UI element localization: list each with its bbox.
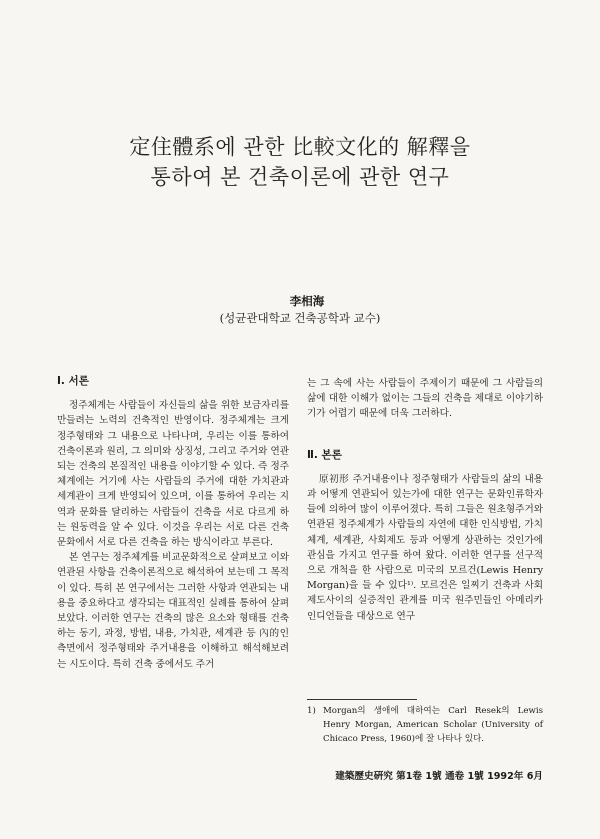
left-column: [57, 374, 289, 672]
footnote: [307, 704, 543, 746]
footnote-text: Morgan의 생애에 대하여는 Carl Resek의 Lewis Henry Morgan, American Scholar (University of Chicaco Press, 1960)에 잘 나타나 있다.: [323, 706, 543, 744]
paper-title: [0, 132, 600, 192]
author-block: [0, 293, 600, 327]
main-paragraph: 原初形 주거내용이나 정주형태가 사람들의 삶의 내용과 어떻게 연관되어 있는가에 대한 연구는 문화인류학자들에 의하여 많이 이루어졌다. 특히 그들은 원초형주거와 연관된 정주체계가 사람들의 자연에 대한 인식방법, 가치체계, 세계관, 사회제도 등과 어떻게 상관하는 것인가에 관심을 가지고 연구를 하여 왔다. 이러한 연구를 선구적으로 개척을 한 사람으로 미국의 모르건(Lewis Henry Morgan)을 들 수 있다¹⁾. 모르건은 일찌기 건축과 사회제도사이의 실증적인 관계를 미국 원주민들인 아메리카 인디언들을 대상으로 연구: [307, 473, 543, 622]
section-heading-main: Ⅱ. 본론: [307, 448, 342, 461]
intro-paragraph-1: 정주체계는 사람들이 자신들의 삶을 위한 보금자리를 만들려는 노력의 건축적인 반영이다. 정주체계는 크게 정주형태와 그 내용으로 나타나며, 우리는 이를 통하여 건축이론과 원리, 그 의미와 상징성, 그리고 주거와 연관되는 건축의 본질적인 내용을 이야기할 수 있다. 즉 정주체계에는 거기에 사는 사람들의 주거에 대한 가치관과 세계관이 크게 반영되어 있으며, 이를 통하여 우리는 지역과 문화를 달리하는 사람들이 건축을 서로 다르게 하는 원동력을 알 수 있다. 이것을 우리는 서로 다른 건축문화에서 서로 다른 건축을 하는 방식이라고 부른다.: [57, 400, 289, 549]
intro-continued-paragraph: 는 그 속에 사는 사람들이 주제이기 때문에 그 사람들의 삶에 대한 이해가 없이는 그들의 건축을 제대로 이야기하기가 어렵기 때문에 더욱 그러하다.: [307, 378, 543, 420]
footnote-divider: [307, 699, 417, 700]
title-line-2: 통하여 본 건축이론에 관한 연구: [150, 165, 450, 189]
author-affiliation: (성균관대학교 건축공학과 교수): [219, 311, 381, 325]
intro-paragraph-2: 본 연구는 정주체계를 비교문화적으로 살펴보고 이와 연관된 사항을 건축이론적으로 해석하여 보는데 그 목적이 있다. 특히 본 연구에서는 그러한 사항과 연관되는 내용을 중요하다고 생각되는 대표적인 실례를 통하여 살펴 보았다. 이러한 연구는 건축의 많은 요소와 형태를 건축하는 동기, 과정, 방법, 내용, 가치관, 세계관 등 內的인 측면에서 정주형태와 주거내용을 이해하고 해석해보려는 시도이다. 특히 건축 중에서도 주거: [57, 552, 289, 670]
section-heading-intro: Ⅰ. 서론: [57, 375, 89, 387]
footnote-number: 1): [307, 706, 316, 716]
right-column: [307, 376, 543, 624]
author-name: 李相海: [289, 294, 325, 308]
journal-citation: 建築歷史硏究 第1卷 1號 通卷 1號 1992年 6月: [335, 771, 543, 782]
title-line-1: 定住體系에 관한 比較文化的 解釋을: [129, 135, 471, 159]
